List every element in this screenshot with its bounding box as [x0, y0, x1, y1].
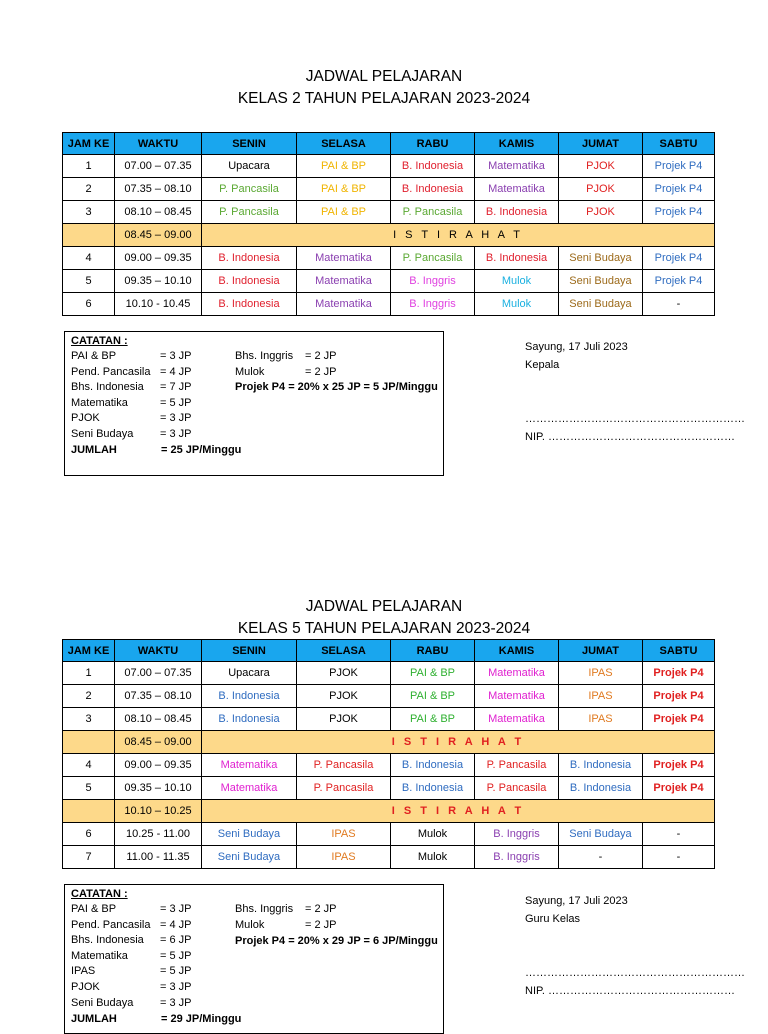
subject-cell: P. Pancasila: [475, 754, 559, 777]
notes-item-value: = 5 JP: [160, 949, 192, 962]
time-cell: 10.10 - 10.45: [115, 293, 202, 316]
subject-cell: PAI & BP: [391, 708, 475, 731]
subject-cell: B. Indonesia: [391, 155, 475, 178]
sign-line: ……………………………………………………: [525, 413, 745, 425]
subject-cell: PAI & BP: [297, 201, 391, 224]
subject-cell: -: [559, 846, 643, 869]
subject-cell: P. Pancasila: [297, 754, 391, 777]
header-selasa: SELASA: [297, 640, 391, 662]
subject-cell: Seni Budaya: [559, 247, 643, 270]
subject-cell: Matematika: [202, 777, 297, 800]
notes-item-label: Matematika: [71, 949, 128, 962]
header-senin: SENIN: [202, 133, 297, 155]
time-cell: 07.00 – 07.35: [115, 155, 202, 178]
sign-nip: NIP. ……………………………………………: [525, 985, 736, 997]
time-cell: 08.10 – 08.45: [115, 708, 202, 731]
notes-item-label: PAI & BP: [71, 350, 117, 362]
subject-cell: PAI & BP: [391, 662, 475, 685]
schedule-1-title-line1: JADWAL PELAJARAN: [305, 68, 463, 85]
header-jam-ke: JAM KE: [63, 133, 115, 155]
time-cell: 07.35 – 08.10: [115, 178, 202, 201]
time-cell: 11.00 - 11.35: [115, 846, 202, 869]
subject-cell: PJOK: [297, 662, 391, 685]
sign-place-date: Sayung, 17 Juli 2023: [525, 895, 628, 907]
subject-cell: B. Indonesia: [391, 754, 475, 777]
subject-cell: Matematika: [475, 662, 559, 685]
subject-cell: B. Inggris: [475, 846, 559, 869]
notes-item-value: = 3 JP: [160, 996, 192, 1009]
table-row: [63, 201, 715, 224]
notes-item-label: PJOK: [71, 981, 100, 993]
sign-line: ……………………………………………………: [525, 967, 745, 979]
subject-cell: P. Pancasila: [202, 201, 297, 224]
table-row: [63, 846, 715, 869]
notes-item-value: = 7 JP: [160, 381, 192, 394]
notes-item-value: = 3 JP: [160, 428, 192, 440]
notes-heading: CATATAN :: [71, 335, 128, 347]
notes-item-label: Pend. Pancasila: [71, 918, 151, 931]
notes-total-label: JUMLAH: [71, 1013, 117, 1025]
subject-cell: PAI & BP: [391, 685, 475, 708]
time-cell: 07.00 – 07.35: [115, 662, 202, 685]
jam-cell: 1: [63, 662, 115, 685]
subject-cell: B. Indonesia: [475, 201, 559, 224]
notes-item-value: = 2 JP: [305, 350, 337, 362]
notes-item-label: Bhs. Inggris: [235, 350, 294, 362]
subject-cell: B. Indonesia: [559, 777, 643, 800]
sign-role: Kepala: [525, 359, 560, 371]
table-row: [63, 270, 715, 293]
subject-cell: Matematika: [475, 708, 559, 731]
break-time: 10.10 – 10.25: [115, 800, 202, 823]
subject-cell: PJOK: [297, 708, 391, 731]
subject-cell: PJOK: [297, 685, 391, 708]
subject-cell: -: [643, 823, 715, 846]
schedule-2-table: [62, 639, 715, 869]
jam-cell: 6: [63, 293, 115, 316]
subject-cell: PJOK: [559, 201, 643, 224]
time-cell: 08.10 – 08.45: [115, 201, 202, 224]
subject-cell: PAI & BP: [297, 155, 391, 178]
jam-cell: 2: [63, 685, 115, 708]
header-row: [63, 640, 715, 662]
subject-cell: B. Inggris: [475, 823, 559, 846]
notes-heading: CATATAN :: [71, 888, 128, 900]
header-kamis: KAMIS: [475, 640, 559, 662]
subject-cell: IPAS: [297, 846, 391, 869]
subject-cell: Projek P4: [643, 685, 715, 708]
notes-item-label: PAI & BP: [71, 903, 117, 915]
subject-cell: Matematika: [202, 754, 297, 777]
notes-total-value: = 29 JP/Minggu: [161, 1013, 242, 1025]
subject-cell: Projek P4: [643, 270, 715, 293]
subject-cell: B. Indonesia: [202, 270, 297, 293]
notes-item-label: IPAS: [71, 965, 96, 978]
notes-item-value: = 4 JP: [160, 365, 192, 378]
subject-cell: Seni Budaya: [559, 270, 643, 293]
subject-cell: Mulok: [391, 846, 475, 869]
subject-cell: Upacara: [202, 155, 297, 178]
sign-nip: NIP. ……………………………………………: [525, 431, 736, 443]
time-cell: 10.25 - 11.00: [115, 823, 202, 846]
subject-cell: B. Inggris: [391, 293, 475, 316]
notes-item-value: = 3 JP: [160, 412, 192, 425]
jam-cell: 4: [63, 754, 115, 777]
subject-cell: Seni Budaya: [202, 823, 297, 846]
notes-item-value: = 3 JP: [160, 350, 192, 362]
schedule-2-notes: [64, 884, 444, 1034]
break-label-cell: [202, 224, 715, 247]
break-row: [63, 731, 715, 754]
subject-cell: PAI & BP: [297, 178, 391, 201]
table-row: [63, 662, 715, 685]
jam-cell: 3: [63, 708, 115, 731]
subject-cell: Mulok: [475, 270, 559, 293]
notes-item-label: PJOK: [71, 412, 100, 425]
break-label-cell: [202, 731, 715, 754]
subject-cell: B. Indonesia: [202, 247, 297, 270]
subject-cell: Upacara: [202, 662, 297, 685]
subject-cell: Matematika: [297, 247, 391, 270]
subject-cell: B. Indonesia: [202, 708, 297, 731]
break-row: [63, 224, 715, 247]
notes-item-label: Mulok: [235, 365, 265, 378]
time-cell: 09.00 – 09.35: [115, 754, 202, 777]
subject-cell: P. Pancasila: [391, 247, 475, 270]
notes-total-label: JUMLAH: [71, 444, 117, 456]
subject-cell: B. Indonesia: [202, 293, 297, 316]
notes-item-label: Pend. Pancasila: [71, 365, 151, 378]
subject-cell: B. Indonesia: [202, 685, 297, 708]
subject-cell: P. Pancasila: [202, 178, 297, 201]
schedule-1-title: [0, 66, 768, 110]
notes-item-value: = 5 JP: [160, 396, 192, 409]
subject-cell: B. Inggris: [391, 270, 475, 293]
time-cell: 09.35 – 10.10: [115, 270, 202, 293]
subject-cell: Matematika: [475, 685, 559, 708]
table-row: [63, 685, 715, 708]
break-jam-cell: [63, 224, 115, 247]
subject-cell: IPAS: [559, 708, 643, 731]
header-sabtu: SABTU: [643, 133, 715, 155]
subject-cell: IPAS: [559, 662, 643, 685]
notes-item-value: = 2 JP: [305, 918, 337, 931]
notes-item-label: Seni Budaya: [71, 428, 134, 440]
table-row: [63, 155, 715, 178]
subject-cell: Mulok: [391, 823, 475, 846]
break-label: I S T I R A H A T: [391, 805, 525, 817]
subject-cell: IPAS: [297, 823, 391, 846]
subject-cell: B. Indonesia: [475, 247, 559, 270]
time-cell: 09.00 – 09.35: [115, 247, 202, 270]
notes-item-label: Matematika: [71, 396, 128, 409]
notes-item-value: = 4 JP: [160, 918, 192, 931]
header-kamis: KAMIS: [475, 133, 559, 155]
table-row: [63, 823, 715, 846]
jam-cell: 4: [63, 247, 115, 270]
subject-cell: -: [643, 293, 715, 316]
notes-item-value: = 5 JP: [160, 965, 192, 978]
subject-cell: Projek P4: [643, 708, 715, 731]
notes-item-label: Mulok: [235, 918, 265, 931]
subject-cell: PJOK: [559, 178, 643, 201]
header-jumat: JUMAT: [559, 640, 643, 662]
time-cell: 07.35 – 08.10: [115, 685, 202, 708]
header-row: [63, 133, 715, 155]
break-label: I S T I R A H A T: [393, 229, 523, 241]
sign-role: Guru Kelas: [525, 913, 581, 925]
table-row: [63, 754, 715, 777]
header-sabtu: SABTU: [643, 640, 715, 662]
schedule-1-title-line2: KELAS 2 TAHUN PELAJARAN 2023-2024: [237, 90, 531, 107]
jam-cell: 5: [63, 270, 115, 293]
sign-place-date: Sayung, 17 Juli 2023: [525, 341, 628, 353]
subject-cell: Projek P4: [643, 155, 715, 178]
schedule-2-title: [0, 596, 768, 640]
header-selasa: SELASA: [297, 133, 391, 155]
notes-item-label: Bhs. Indonesia: [71, 934, 144, 947]
time-cell: 09.35 – 10.10: [115, 777, 202, 800]
subject-cell: Projek P4: [643, 754, 715, 777]
table-row: [63, 178, 715, 201]
break-label: I S T I R A H A T: [391, 736, 525, 748]
break-row: [63, 800, 715, 823]
notes-item-value: = 3 JP: [160, 903, 192, 915]
subject-cell: P. Pancasila: [297, 777, 391, 800]
notes-item-label: Seni Budaya: [71, 996, 134, 1009]
notes-total-value: = 25 JP/Minggu: [161, 444, 242, 456]
subject-cell: Projek P4: [643, 777, 715, 800]
header-jam-ke: JAM KE: [63, 640, 115, 662]
jam-cell: 1: [63, 155, 115, 178]
header-rabu: RABU: [391, 133, 475, 155]
header-waktu: WAKTU: [115, 133, 202, 155]
subject-cell: Projek P4: [643, 178, 715, 201]
break-time: 08.45 – 09.00: [115, 224, 202, 247]
notes-projek: Projek P4 = 20% x 29 JP = 6 JP/Minggu: [235, 935, 438, 947]
header-waktu: WAKTU: [115, 640, 202, 662]
table-row: [63, 293, 715, 316]
jam-cell: 7: [63, 846, 115, 869]
subject-cell: Projek P4: [643, 201, 715, 224]
notes-item-value: = 2 JP: [305, 365, 337, 378]
notes-projek: Projek P4 = 20% x 25 JP = 5 JP/Minggu: [235, 381, 438, 393]
subject-cell: Projek P4: [643, 247, 715, 270]
notes-item-value: = 3 JP: [160, 981, 192, 993]
jam-cell: 5: [63, 777, 115, 800]
schedule-2-title-line1: JADWAL PELAJARAN: [305, 598, 463, 615]
notes-item-label: Bhs. Inggris: [235, 903, 294, 915]
header-senin: SENIN: [202, 640, 297, 662]
subject-cell: Projek P4: [643, 662, 715, 685]
table-row: [63, 777, 715, 800]
subject-cell: B. Indonesia: [391, 777, 475, 800]
break-jam-cell: [63, 731, 115, 754]
break-time: 08.45 – 09.00: [115, 731, 202, 754]
notes-item-value: = 6 JP: [160, 934, 192, 947]
subject-cell: P. Pancasila: [391, 201, 475, 224]
schedule-2-title-line2: KELAS 5 TAHUN PELAJARAN 2023-2024: [237, 620, 531, 637]
table-row: [63, 708, 715, 731]
break-label-cell: [202, 800, 715, 823]
break-jam-cell: [63, 800, 115, 823]
subject-cell: PJOK: [559, 155, 643, 178]
jam-cell: 6: [63, 823, 115, 846]
subject-cell: Matematika: [297, 270, 391, 293]
subject-cell: B. Indonesia: [559, 754, 643, 777]
subject-cell: -: [643, 846, 715, 869]
schedule-1-notes: [64, 331, 444, 476]
subject-cell: Matematika: [297, 293, 391, 316]
subject-cell: Seni Budaya: [559, 293, 643, 316]
subject-cell: Seni Budaya: [559, 823, 643, 846]
subject-cell: B. Indonesia: [391, 178, 475, 201]
subject-cell: Seni Budaya: [202, 846, 297, 869]
subject-cell: IPAS: [559, 685, 643, 708]
subject-cell: Matematika: [475, 178, 559, 201]
jam-cell: 3: [63, 201, 115, 224]
table-row: [63, 247, 715, 270]
subject-cell: Matematika: [475, 155, 559, 178]
subject-cell: Mulok: [475, 293, 559, 316]
jam-cell: 2: [63, 178, 115, 201]
notes-item-label: Bhs. Indonesia: [71, 381, 144, 394]
header-jumat: JUMAT: [559, 133, 643, 155]
header-rabu: RABU: [391, 640, 475, 662]
schedule-1-table: [62, 132, 715, 316]
notes-item-value: = 2 JP: [305, 903, 337, 915]
subject-cell: P. Pancasila: [475, 777, 559, 800]
